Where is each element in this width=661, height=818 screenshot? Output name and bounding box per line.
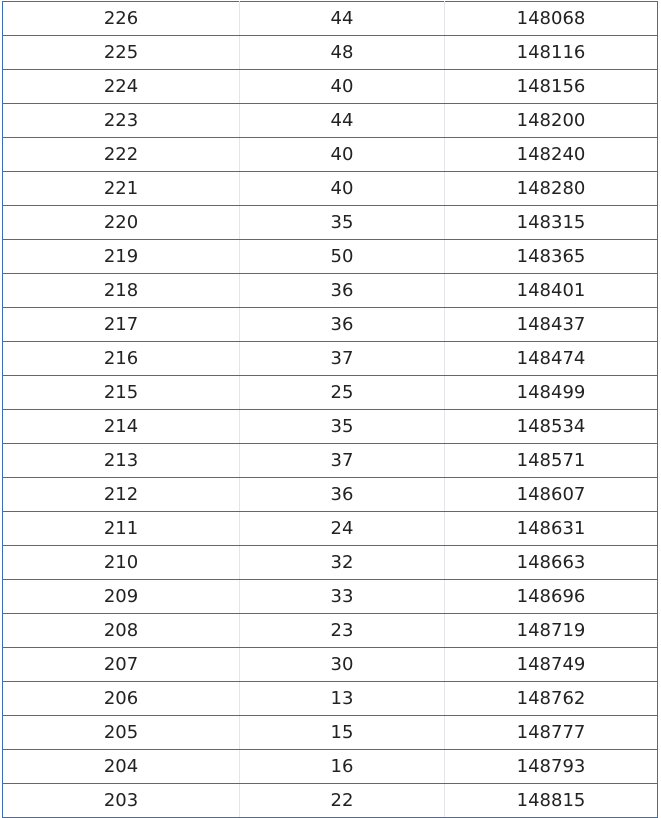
table-row — [3, 342, 658, 376]
cumulative-cell: 148749 — [445, 648, 658, 682]
count-cell: 36 — [240, 308, 445, 342]
cumulative-cell: 148315 — [445, 206, 658, 240]
table-row — [3, 410, 658, 444]
score-cell: 222 — [3, 138, 240, 172]
score-cell: 207 — [3, 648, 240, 682]
score-cell: 216 — [3, 342, 240, 376]
score-cell: 223 — [3, 104, 240, 138]
score-cell: 205 — [3, 716, 240, 750]
table-body — [3, 2, 658, 818]
cumulative-cell: 148663 — [445, 546, 658, 580]
table-row — [3, 648, 658, 682]
table-row — [3, 376, 658, 410]
count-cell: 33 — [240, 580, 445, 614]
score-cell: 214 — [3, 410, 240, 444]
count-cell: 25 — [240, 376, 445, 410]
table-row — [3, 240, 658, 274]
table-row — [3, 614, 658, 648]
count-cell: 32 — [240, 546, 445, 580]
cumulative-cell: 148365 — [445, 240, 658, 274]
score-cell: 206 — [3, 682, 240, 716]
cumulative-cell: 148762 — [445, 682, 658, 716]
table-row — [3, 784, 658, 818]
table-row — [3, 104, 658, 138]
count-cell: 15 — [240, 716, 445, 750]
score-cell: 219 — [3, 240, 240, 274]
score-distribution-table — [2, 1, 658, 818]
score-cell: 211 — [3, 512, 240, 546]
count-cell: 22 — [240, 784, 445, 818]
table-row — [3, 172, 658, 206]
table-row — [3, 478, 658, 512]
cumulative-cell: 148777 — [445, 716, 658, 750]
score-cell: 215 — [3, 376, 240, 410]
score-cell: 220 — [3, 206, 240, 240]
score-cell: 224 — [3, 70, 240, 104]
table-row — [3, 750, 658, 784]
count-cell: 48 — [240, 36, 445, 70]
cumulative-cell: 148437 — [445, 308, 658, 342]
cumulative-cell: 148631 — [445, 512, 658, 546]
table-row — [3, 36, 658, 70]
table-row — [3, 546, 658, 580]
table-row — [3, 70, 658, 104]
count-cell: 37 — [240, 342, 445, 376]
score-cell: 212 — [3, 478, 240, 512]
count-cell: 50 — [240, 240, 445, 274]
cumulative-cell: 148240 — [445, 138, 658, 172]
table-row — [3, 444, 658, 478]
cumulative-cell: 148401 — [445, 274, 658, 308]
table-row — [3, 138, 658, 172]
table-row — [3, 308, 658, 342]
cumulative-cell: 148815 — [445, 784, 658, 818]
cumulative-cell: 148534 — [445, 410, 658, 444]
count-cell: 44 — [240, 2, 445, 36]
score-cell: 209 — [3, 580, 240, 614]
count-cell: 44 — [240, 104, 445, 138]
score-cell: 225 — [3, 36, 240, 70]
score-cell: 218 — [3, 274, 240, 308]
score-cell: 203 — [3, 784, 240, 818]
count-cell: 16 — [240, 750, 445, 784]
count-cell: 30 — [240, 648, 445, 682]
score-cell: 204 — [3, 750, 240, 784]
cumulative-cell: 148499 — [445, 376, 658, 410]
table-row — [3, 274, 658, 308]
cumulative-cell: 148719 — [445, 614, 658, 648]
cumulative-cell: 148571 — [445, 444, 658, 478]
count-cell: 35 — [240, 206, 445, 240]
count-cell: 23 — [240, 614, 445, 648]
score-cell: 213 — [3, 444, 240, 478]
table-row — [3, 206, 658, 240]
table-row — [3, 580, 658, 614]
count-cell: 40 — [240, 70, 445, 104]
count-cell: 36 — [240, 478, 445, 512]
table-row — [3, 2, 658, 36]
cumulative-cell: 148280 — [445, 172, 658, 206]
table-row — [3, 682, 658, 716]
cumulative-cell: 148156 — [445, 70, 658, 104]
cumulative-cell: 148607 — [445, 478, 658, 512]
score-cell: 208 — [3, 614, 240, 648]
count-cell: 13 — [240, 682, 445, 716]
score-cell: 221 — [3, 172, 240, 206]
cumulative-cell: 148200 — [445, 104, 658, 138]
count-cell: 40 — [240, 172, 445, 206]
score-cell: 210 — [3, 546, 240, 580]
count-cell: 35 — [240, 410, 445, 444]
cumulative-cell: 148068 — [445, 2, 658, 36]
cumulative-cell: 148696 — [445, 580, 658, 614]
count-cell: 40 — [240, 138, 445, 172]
score-cell: 217 — [3, 308, 240, 342]
table-row — [3, 716, 658, 750]
count-cell: 37 — [240, 444, 445, 478]
cumulative-cell: 148793 — [445, 750, 658, 784]
table-row — [3, 512, 658, 546]
count-cell: 24 — [240, 512, 445, 546]
cumulative-cell: 148474 — [445, 342, 658, 376]
count-cell: 36 — [240, 274, 445, 308]
score-cell: 226 — [3, 2, 240, 36]
cumulative-cell: 148116 — [445, 36, 658, 70]
